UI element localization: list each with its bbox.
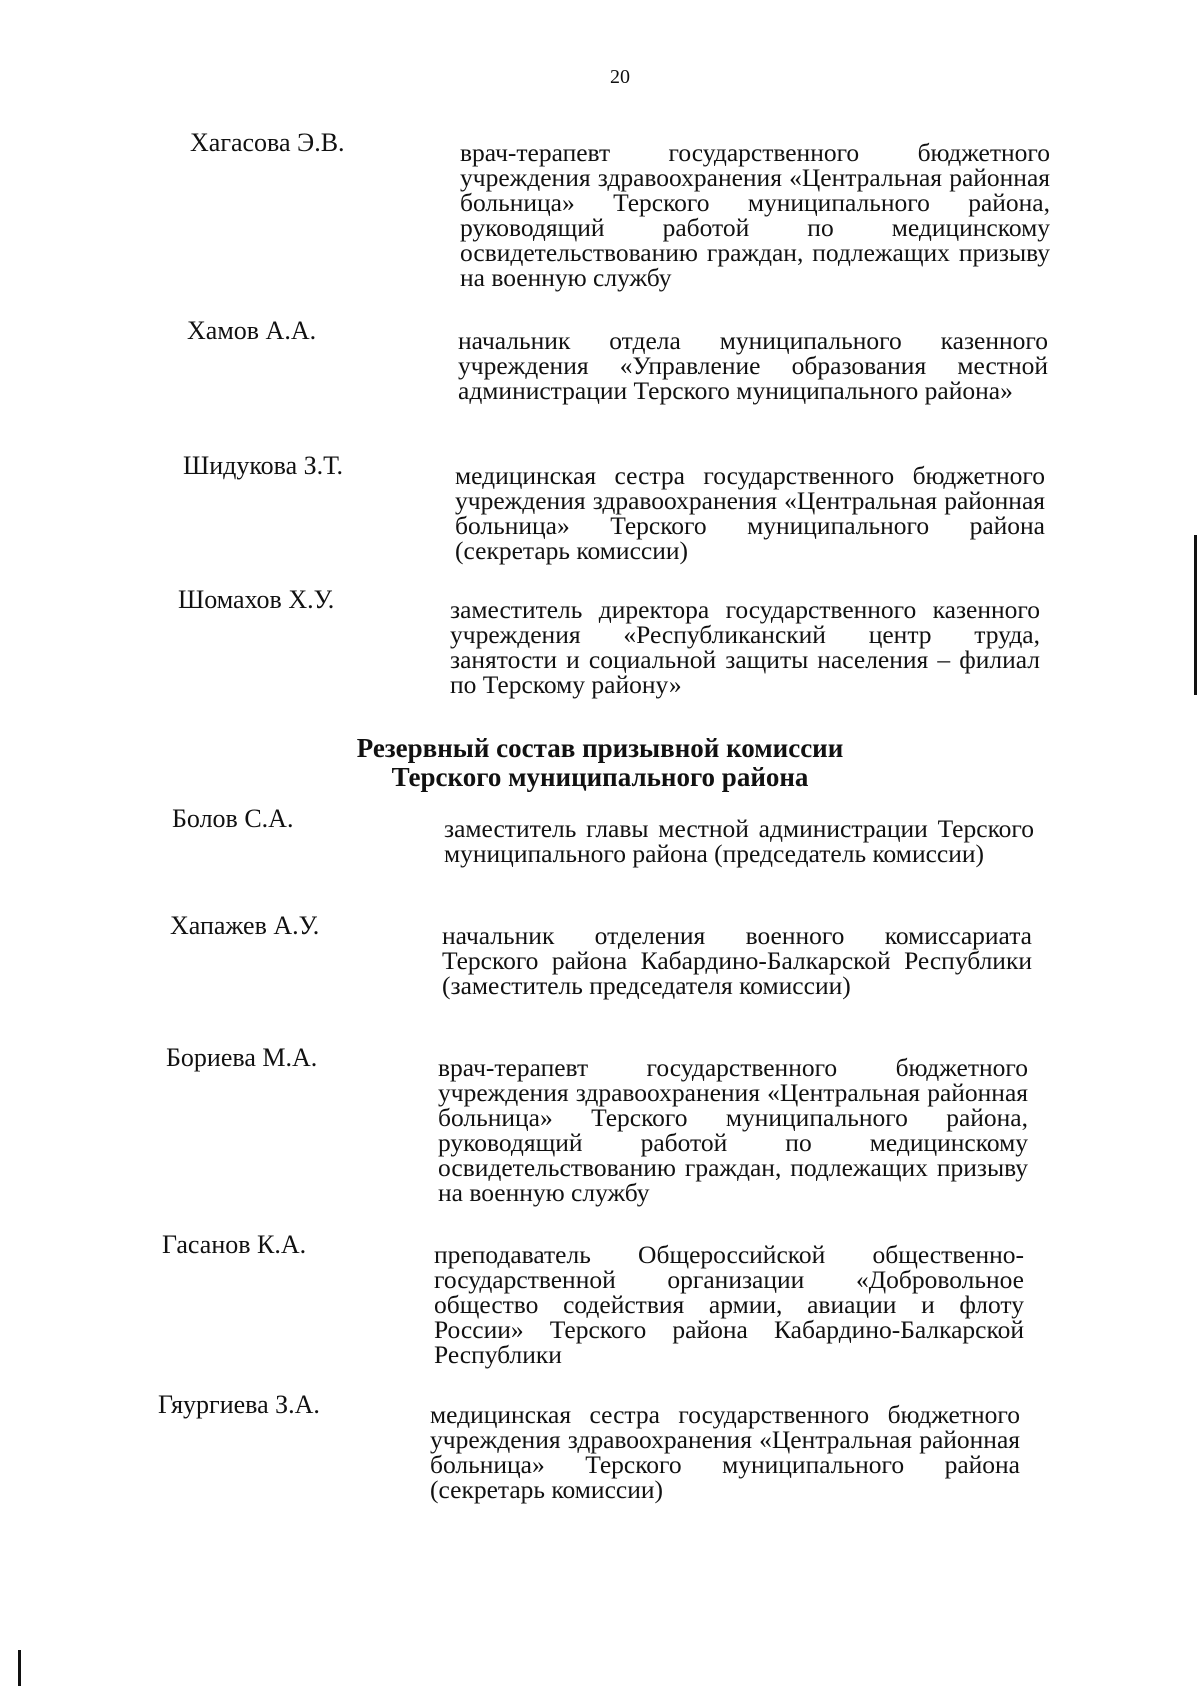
member-name: Шидукова З.Т. <box>183 451 343 480</box>
member-description: врач-терапевт государственного бюджетного учреждения здравоохранения «Центральная районная больница» Терского муниципального района, руководящий работой по медицинскому освидетельствованию граждан, подлежащих призыву на военную службу <box>460 138 1050 292</box>
member-name: Гяургиева З.А. <box>158 1390 320 1419</box>
member-description: медицинская сестра государственного бюджетного учреждения здравоохранения «Центральная районная больница» Терского муниципального района (секретарь комиссии) <box>430 1400 1020 1504</box>
member-name: Бориева М.А. <box>166 1043 318 1072</box>
reserve-heading-line2: Терского муниципального района <box>391 762 809 792</box>
member-name: Хапажев А.У. <box>170 911 320 940</box>
member-name: Гасанов К.А. <box>162 1230 307 1259</box>
page-number: 20 <box>610 66 630 88</box>
member-name: Хагасова Э.В. <box>190 128 345 157</box>
member-description: врач-терапевт государственного бюджетного учреждения здравоохранения «Центральная районная больница» Терского муниципального района, руководящий работой по медицинскому освидетельствованию граждан, подлежащих призыву на военную службу <box>438 1053 1028 1207</box>
member-name: Болов С.А. <box>172 804 294 833</box>
member-name: Хамов А.А. <box>187 316 317 345</box>
member-description: начальник отдела муниципального казенного учреждения «Управление образования местной администрации Терского муниципального района» <box>458 326 1048 405</box>
member-description: заместитель директора государственного казенного учреждения «Республиканский центр труда, занятости и социальной защиты населения – филиал по Терскому району» <box>450 595 1040 699</box>
member-description: начальник отделения военного комиссариата Терского района Кабардино-Балкарской Республики (заместитель председателя комиссии) <box>442 921 1032 1000</box>
scan-edge-mark <box>1194 535 1197 695</box>
scan-edge-mark <box>18 1650 21 1686</box>
member-description: преподаватель Общероссийской общественно-государственной организации «Добровольное общество содействия армии, авиации и флоту России» Терского района Кабардино-Балкарской Республики <box>434 1240 1024 1369</box>
reserve-section-heading <box>300 734 900 792</box>
member-description: заместитель главы местной администрации Терского муниципального района (председатель комиссии) <box>444 814 1034 868</box>
reserve-heading-line1: Резервный состав призывной комиссии <box>356 733 844 763</box>
member-description: медицинская сестра государственного бюджетного учреждения здравоохранения «Центральная районная больница» Терского муниципального района (секретарь комиссии) <box>455 461 1045 565</box>
member-name: Шомахов Х.У. <box>178 585 335 614</box>
